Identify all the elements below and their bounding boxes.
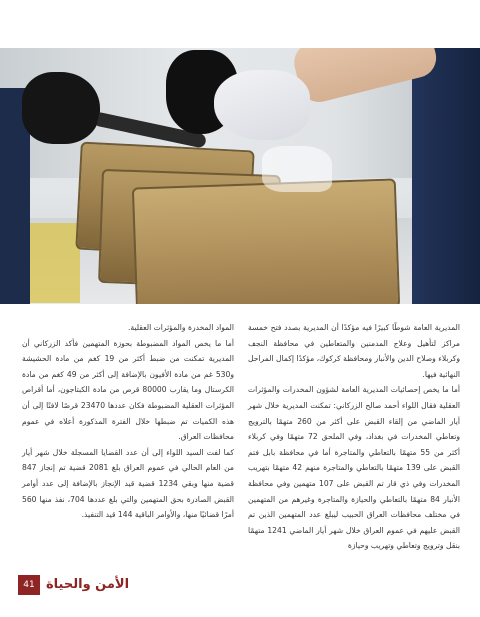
drug-package bbox=[132, 178, 400, 304]
article-paragraph: كما لفت السيد اللواء إلى أن عدد القضايا المسجلة خلال شهر أيار من العام الحالي في عموم العراق بلغ 2081 قضية تم إنجاز 847 قضية منها وبقي 1234 قضية قيد الإنجاز بالإضافة إلى عدد أوامر القبض الصادرة بحق المتهمين والتي بلغ عددها 704، نفذ منها 560 أمرًا قضائيًا منها، والأوامر الباقية 144 قيد التنفيذ. bbox=[22, 447, 235, 520]
white-glove bbox=[214, 70, 310, 140]
article-paragraph: المواد المخدرة والمؤثرات العقلية. bbox=[127, 323, 234, 332]
right-sleeve bbox=[412, 48, 480, 304]
article-paragraph: أما ما يخص المواد المضبوطة بحوزة المتهمين فأكد الزركاني أن المديرية تمكنت من ضبط أكثر من 19 كغم من مادة الحشيشة و530 غم من مادة الأفيون بالإضافة إلى أكثر من 49 كغم من مادة الكرستال وما يقارب 80000 قرص من مادة الكبتاجون، أما أقراص المؤثرات العقلية المضبوطة فكان عددها 23470 قرصًا لافتًا إلى أن هذه الكميات تم ضبطها خلال الفترة المذكورة أعلاه في عموم محافظات العراق. bbox=[22, 338, 234, 442]
article-column-left bbox=[22, 320, 234, 523]
article-column-right bbox=[248, 320, 460, 554]
page-number: 41 bbox=[18, 575, 40, 595]
article-paragraph: المديرية العامة شوطًا كبيرًا فيه مؤكدًا أن المديرية بصدد فتح خمسة مراكز لتأهيل وعلاج المدمنين والمتعاطين في محافظة النجف وكربلاء وصلاح الدين والأنبار ومحافظة كركوك، مؤكدًا إكمال المراحل النهائية فيها. bbox=[248, 323, 460, 379]
magazine-title: الأمن والحياة bbox=[46, 577, 130, 592]
drug-seizure-photo bbox=[0, 48, 480, 304]
black-glove-left bbox=[22, 72, 100, 144]
top-margin bbox=[0, 0, 480, 48]
plastic-wrap bbox=[262, 146, 332, 192]
article-paragraph: أما ما يخص إحصائيات المديرية العامة لشؤون المخدرات والمؤثرات العقلية فقال اللواء أحمد صالح الزركاني: تمكنت المديرية خلال شهر أيار الماضي من إلقاء القبض على أكثر من 260 متهمًا بالترويج وتعاطي المخدرات في بغداد، وفي الملحق 72 متهمًا وفي كربلاء أكثر من 55 متهمًا بالتعاطي والمتاجرة أما في محافظة بابل فتم القبض على 139 متهمًا بالتعاطي والمتاجرة منهم 42 متهمًا بتهريب المخدرات وفي ذي قار تم القبض على 107 متهمين وفي محافظة الأنبار 84 متهمًا بالتعاطي والحيازة والمتاجرة وغيرهم من المتهمين في مختلف محافظات العراق الحبيب ليبلغ عدد المتهمين الذين تم القبض عليهم في عموم العراق خلال شهر أيار الماضي 1241 متهمًا بنقل وترويج وتعاطي وتهريب وحيازة bbox=[248, 385, 460, 551]
